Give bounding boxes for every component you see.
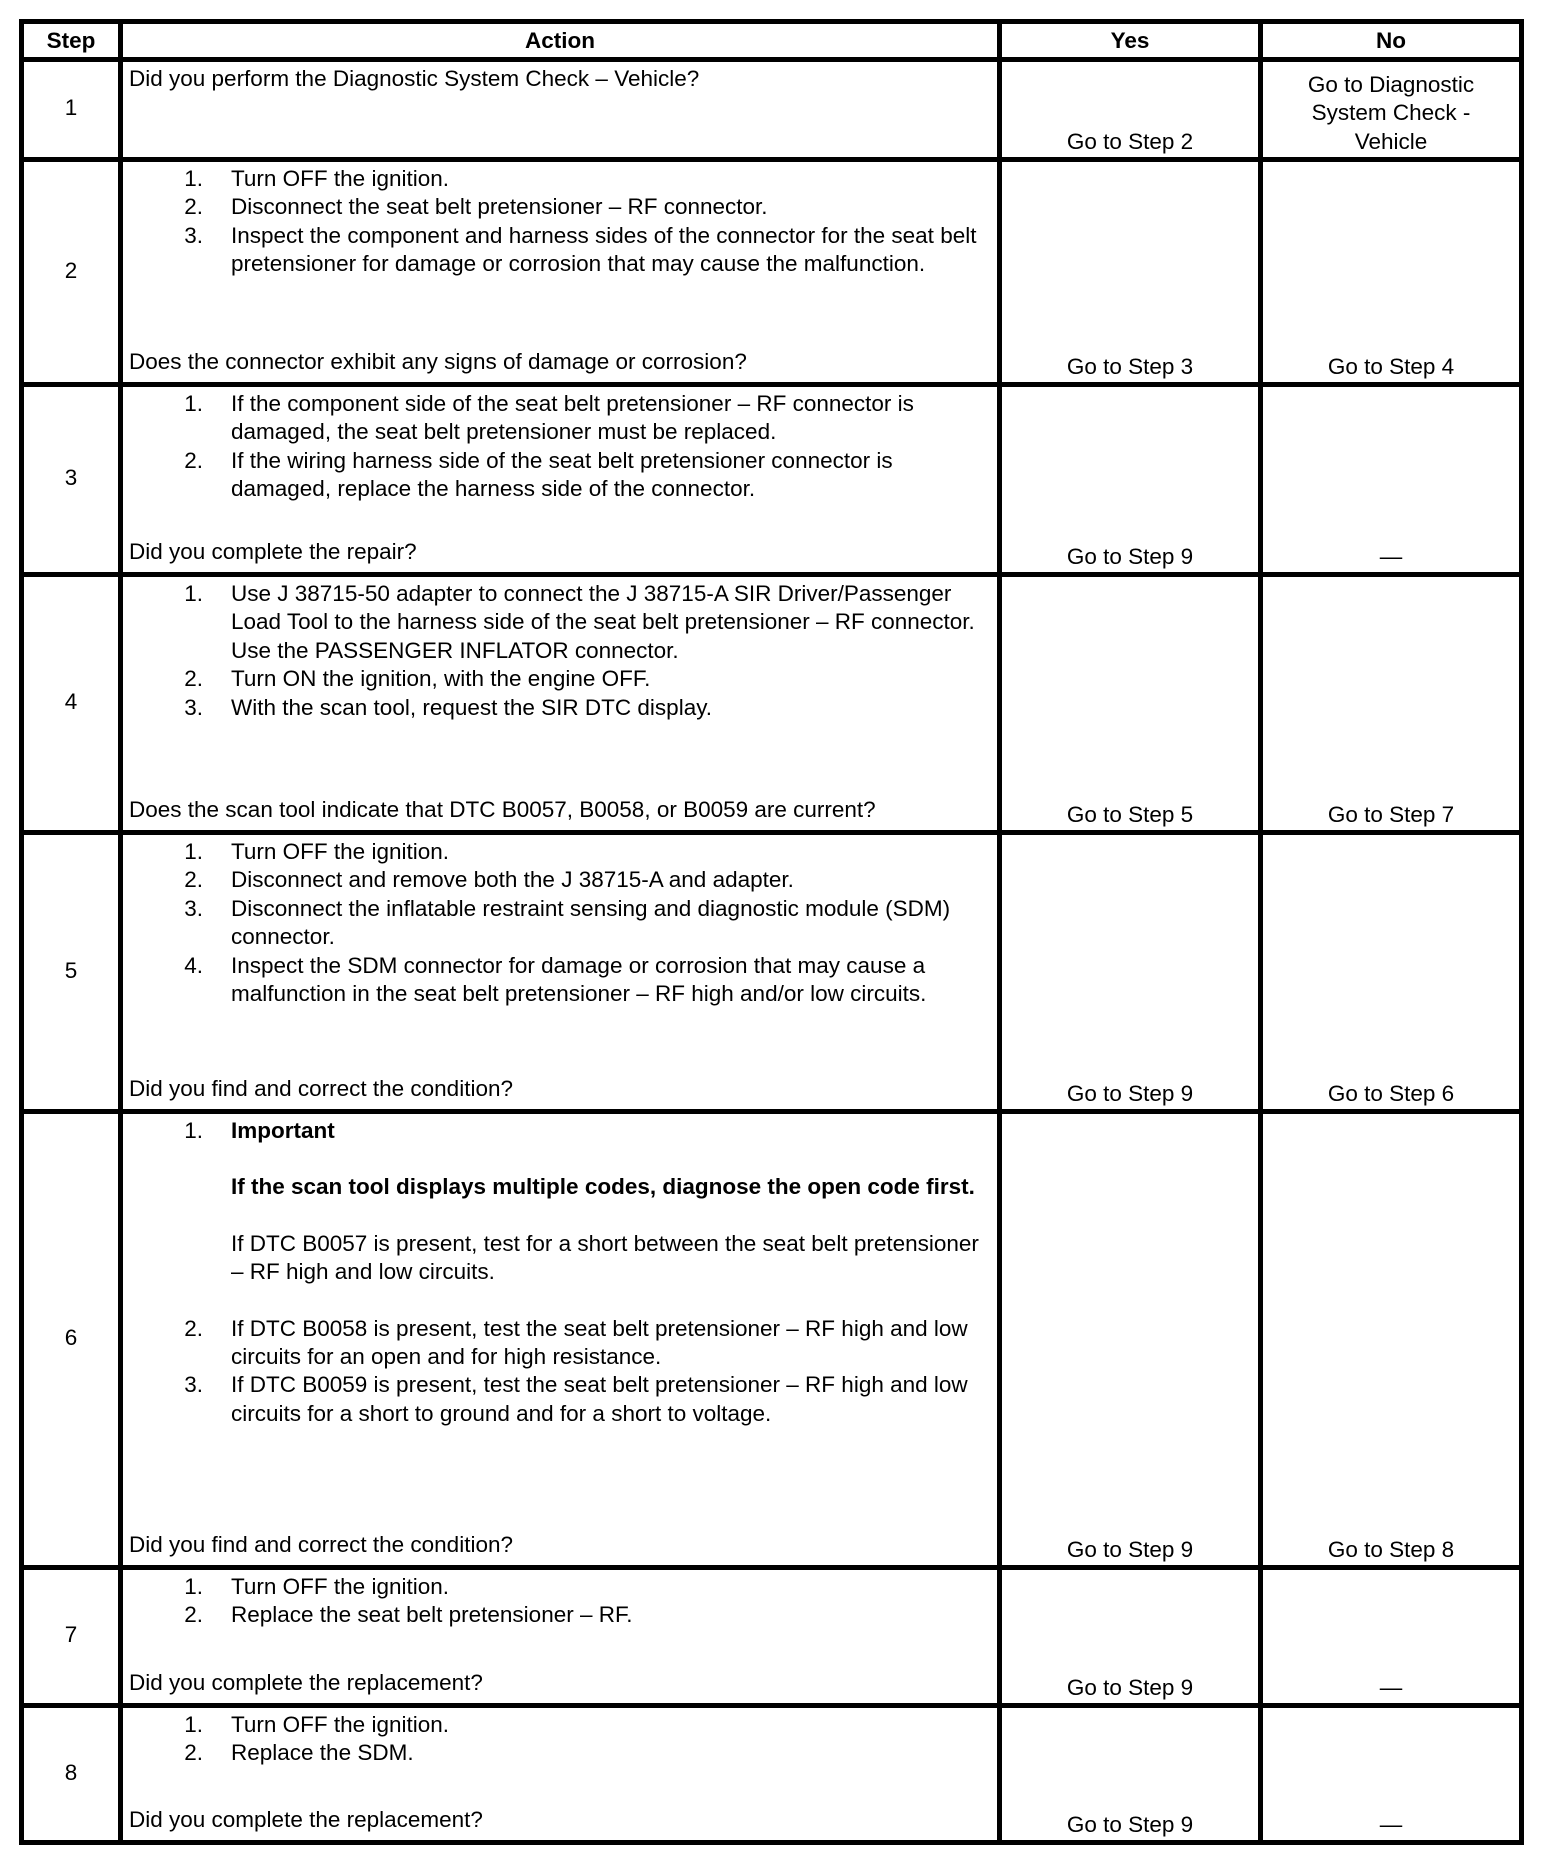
- item-text: If DTC B0059 is present, test the seat belt pretensioner – RF high and low circuits for a short to ground and for a short to voltage.: [231, 1372, 968, 1426]
- important-item: [129, 1117, 993, 1315]
- action-cell: [121, 575, 1000, 833]
- header-yes: Yes: [1000, 22, 1261, 60]
- table-row-step-2: [22, 160, 1522, 385]
- yes-outcome: Go to Step 9: [1000, 385, 1261, 575]
- item-number: 2.: [184, 194, 203, 220]
- instruction-item: [129, 838, 993, 866]
- action-cell: [121, 160, 1000, 385]
- instruction-list: [129, 390, 993, 504]
- instruction-item: [129, 165, 993, 193]
- important-note: If the scan tool displays multiple codes, diagnose the open code first.: [231, 1174, 975, 1200]
- question-text: Does the connector exhibit any signs of damage or corrosion?: [129, 348, 747, 374]
- table-row-step-5: [22, 833, 1522, 1112]
- table-header-row: [22, 22, 1522, 60]
- item-text: Turn OFF the ignition.: [231, 839, 450, 864]
- item-number: 2.: [184, 1315, 203, 1341]
- item-text: Replace the seat belt pretensioner – RF.: [231, 1602, 633, 1628]
- yes-outcome: Go to Step 9: [1000, 1112, 1261, 1568]
- question-text: Did you complete the repair?: [129, 538, 417, 564]
- step-number: 8: [22, 1706, 121, 1843]
- instruction-list: [129, 1117, 993, 1428]
- question-text: Did you find and correct the condition?: [129, 1531, 513, 1557]
- action-cell: [121, 385, 1000, 575]
- table-row-step-6: [22, 1112, 1522, 1568]
- no-outcome: —: [1261, 1568, 1522, 1706]
- instruction-item: [129, 447, 993, 504]
- question-text: Did you complete the replacement?: [129, 1669, 483, 1695]
- diagnostic-table: [19, 19, 1524, 1845]
- action-cell: [121, 60, 1000, 160]
- item-text: Disconnect the inflatable restraint sensing and diagnostic module (SDM) connector.: [231, 895, 951, 950]
- instruction-list: [129, 580, 993, 722]
- yes-outcome: Go to Step 9: [1000, 1706, 1261, 1843]
- item-number: 3.: [184, 694, 203, 720]
- table-row-step-8: [22, 1706, 1522, 1843]
- step-number: 3: [22, 385, 121, 575]
- header-step: Step: [22, 22, 121, 60]
- step-number: 6: [22, 1112, 121, 1568]
- item-text: Use J 38715-50 adapter to connect the J 38715-A SIR Driver/Passenger Load Tool to the harness side of the seat belt pretensioner – RF connector. Use the PASSENGER INFLATOR connector.: [231, 581, 975, 663]
- item-number: 1.: [184, 1574, 203, 1599]
- yes-outcome: Go to Step 5: [1000, 575, 1261, 833]
- yes-outcome: Go to Step 2: [1000, 60, 1261, 160]
- action-cell: [121, 833, 1000, 1112]
- item-number: 3.: [184, 895, 203, 921]
- item-number: 1.: [184, 391, 203, 416]
- header-action: Action: [121, 22, 1000, 60]
- question-text: Did you find and correct the condition?: [129, 1075, 513, 1101]
- step-number: 7: [22, 1568, 121, 1706]
- no-outcome: —: [1261, 1706, 1522, 1843]
- yes-outcome: Go to Step 9: [1000, 833, 1261, 1112]
- item-text: If DTC B0058 is present, test the seat belt pretensioner – RF high and low circuits for an open and for high resistance.: [231, 1315, 968, 1370]
- no-outcome: Go to Step 7: [1261, 575, 1522, 833]
- instruction-item: [129, 222, 993, 279]
- step-number: 4: [22, 575, 121, 833]
- item-text: Inspect the component and harness sides of the connector for the seat belt pretensioner for damage or corrosion that may cause the malfunction.: [231, 222, 977, 277]
- instruction-item: [129, 193, 993, 221]
- item-number: 1.: [184, 1118, 203, 1143]
- step-number: 5: [22, 833, 121, 1112]
- instruction-item: [129, 1601, 993, 1629]
- item-text: Inspect the SDM connector for damage or corrosion that may cause a malfunction in the seat belt pretensioner – RF high and/or low circuits.: [231, 952, 927, 1007]
- item-number: 3.: [184, 1372, 203, 1398]
- instruction-item: [129, 866, 993, 894]
- table-row-step-7: [22, 1568, 1522, 1706]
- no-outcome-text: Go to Diagnostic System Check - Vehicle: [1307, 71, 1475, 154]
- item-text: If DTC B0057 is present, test for a short between the seat belt pretensioner – RF high and low circuits.: [231, 1230, 979, 1285]
- item-text: Replace the SDM.: [231, 1740, 414, 1766]
- item-number: 1.: [184, 839, 203, 864]
- instruction-item: [129, 1371, 993, 1428]
- yes-outcome: Go to Step 3: [1000, 160, 1261, 385]
- item-text: If the wiring harness side of the seat belt pretensioner connector is damaged, replace the harness side of the connector.: [231, 447, 893, 502]
- action-cell: [121, 1112, 1000, 1568]
- instruction-item: [129, 1315, 993, 1372]
- no-outcome: —: [1261, 385, 1522, 575]
- item-number: 2.: [184, 1602, 203, 1628]
- instruction-list: [129, 165, 993, 279]
- instruction-item: [129, 580, 993, 665]
- action-cell: [121, 1568, 1000, 1706]
- table-row-step-3: [22, 385, 1522, 575]
- item-number: 2.: [184, 666, 203, 692]
- step-number: 1: [22, 60, 121, 160]
- instruction-item: [129, 952, 993, 1009]
- important-label: Important: [231, 1118, 335, 1143]
- action-cell: [121, 1706, 1000, 1843]
- item-text: If the component side of the seat belt pretensioner – RF connector is damaged, the seat belt pretensioner must be replaced.: [231, 391, 914, 445]
- instruction-item: [129, 1573, 993, 1601]
- item-number: 2.: [184, 1740, 203, 1766]
- item-text: With the scan tool, request the SIR DTC display.: [231, 694, 713, 720]
- item-number: 2.: [184, 867, 203, 893]
- item-number: 4.: [184, 952, 203, 978]
- item-number: 2.: [184, 447, 203, 473]
- instruction-item: [129, 694, 993, 722]
- item-number: 1.: [184, 1712, 203, 1737]
- item-number: 3.: [184, 222, 203, 248]
- item-text: Disconnect the seat belt pretensioner – RF connector.: [231, 194, 768, 220]
- no-outcome: Go to Step 6: [1261, 833, 1522, 1112]
- table-row-step-4: [22, 575, 1522, 833]
- item-text: Turn ON the ignition, with the engine OFF.: [231, 666, 651, 692]
- no-outcome: [1261, 60, 1522, 160]
- instruction-item: [129, 390, 993, 447]
- yes-outcome: Go to Step 9: [1000, 1568, 1261, 1706]
- item-text: Turn OFF the ignition.: [231, 1712, 450, 1737]
- instruction-item: [129, 1711, 993, 1739]
- item-number: 1.: [184, 166, 203, 191]
- item-text: Turn OFF the ignition.: [231, 1574, 450, 1599]
- item-text: Turn OFF the ignition.: [231, 166, 450, 191]
- question-text: Did you perform the Diagnostic System Check – Vehicle?: [129, 66, 700, 91]
- item-number: 1.: [184, 581, 203, 606]
- no-outcome: Go to Step 8: [1261, 1112, 1522, 1568]
- item-text: Disconnect and remove both the J 38715-A and adapter.: [231, 867, 794, 893]
- question-text: Does the scan tool indicate that DTC B0057, B0058, or B0059 are current?: [129, 796, 876, 822]
- no-outcome: Go to Step 4: [1261, 160, 1522, 385]
- header-no: No: [1261, 22, 1522, 60]
- instruction-list: [129, 1573, 993, 1630]
- instruction-list: [129, 838, 993, 1008]
- step-number: 2: [22, 160, 121, 385]
- instruction-item: [129, 1739, 993, 1767]
- question-text: Did you complete the replacement?: [129, 1806, 483, 1832]
- instruction-list: [129, 1711, 993, 1768]
- instruction-item: [129, 895, 993, 952]
- table-row-step-1: [22, 60, 1522, 160]
- instruction-item: [129, 665, 993, 693]
